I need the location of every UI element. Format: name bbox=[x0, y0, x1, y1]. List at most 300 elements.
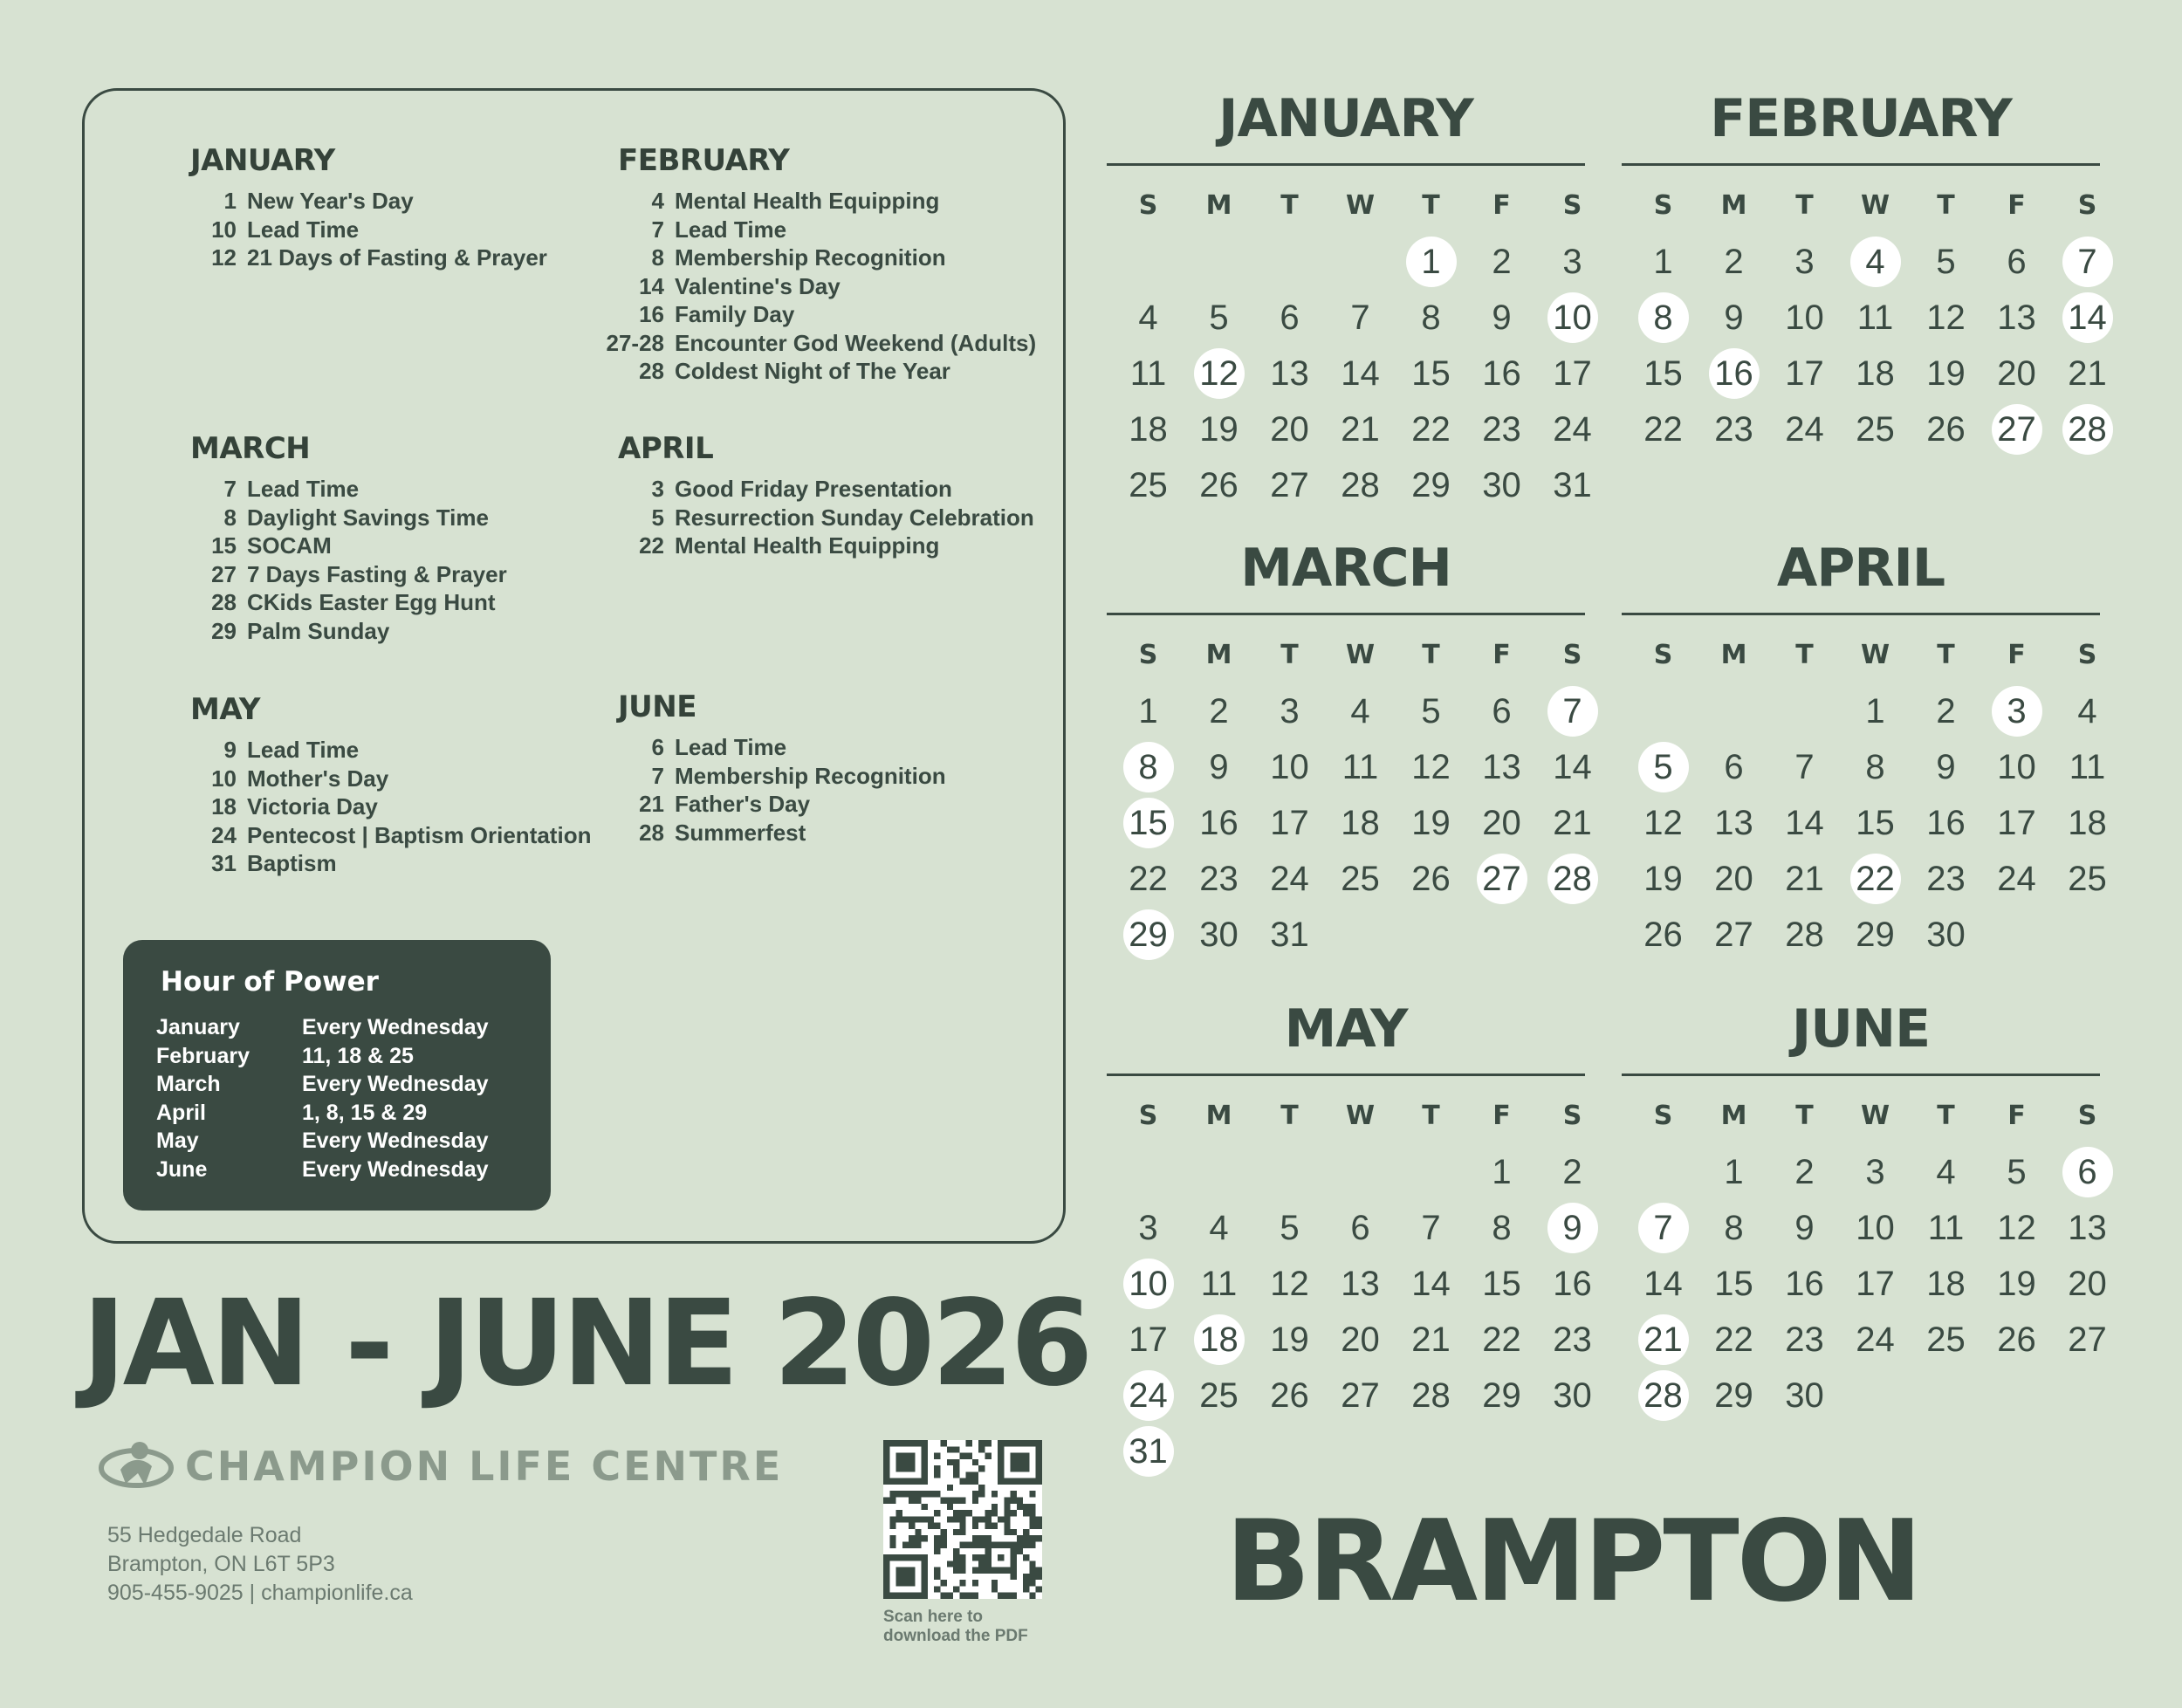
logo-text: CHAMPION LIFE CENTRE bbox=[185, 1443, 784, 1490]
calendar-day-number: 11 bbox=[2069, 747, 2106, 786]
calendar-day-event bbox=[1396, 234, 1466, 290]
calendar-day-number: 23 bbox=[1199, 859, 1239, 898]
weekday-header: S bbox=[1138, 640, 1158, 670]
calendar-day bbox=[1184, 1368, 1254, 1423]
weekday-header: M bbox=[1720, 1101, 1747, 1131]
calendar-day-number: 1 bbox=[1653, 242, 1673, 281]
calendar-day bbox=[1396, 795, 1466, 851]
calendar-day bbox=[1698, 907, 1769, 963]
calendar-day-number: 25 bbox=[1129, 465, 1168, 504]
calendar-march bbox=[1107, 534, 1592, 963]
event-date: 24 bbox=[211, 821, 237, 848]
calendar-day-event bbox=[1113, 907, 1184, 963]
event-name: Palm Sunday bbox=[247, 617, 390, 644]
calendar-day-number: 24 bbox=[1123, 1370, 1174, 1421]
event-date: 28 bbox=[639, 819, 664, 846]
calendar-day bbox=[1254, 401, 1325, 457]
calendar-day bbox=[1840, 1256, 1911, 1312]
calendar-day bbox=[1911, 290, 1981, 346]
calendar-day-number: 21 bbox=[2068, 353, 2107, 393]
calendar-day-number: 14 bbox=[1553, 747, 1592, 786]
calendar-day bbox=[1325, 683, 1396, 739]
calendar-day-number: 12 bbox=[1926, 298, 1966, 337]
calendar-day-number: 22 bbox=[1129, 859, 1168, 898]
event-name: Lead Time bbox=[675, 734, 787, 760]
calendar-day bbox=[1254, 795, 1325, 851]
weekday-header: M bbox=[1720, 190, 1747, 221]
calendar-day bbox=[1981, 1200, 2052, 1256]
event-row bbox=[190, 504, 507, 532]
calendar-day-number: 27 bbox=[1477, 854, 1527, 904]
calendar-day-number: 6 bbox=[1350, 1208, 1370, 1247]
qr-caption-line: download the PDF bbox=[883, 1627, 1028, 1645]
calendar-day-number: 1 bbox=[1138, 691, 1158, 731]
calendar-day-number: 20 bbox=[2068, 1264, 2107, 1303]
calendar-day-number: 3 bbox=[1562, 242, 1582, 281]
calendar-day-number: 9 bbox=[1936, 747, 1956, 786]
calendar-day bbox=[1184, 457, 1254, 513]
calendar-day bbox=[1537, 346, 1608, 401]
weekday-header: F bbox=[2007, 1101, 2026, 1131]
calendar-day bbox=[1981, 1144, 2052, 1200]
calendar-day bbox=[1113, 851, 1184, 907]
weekday-header: M bbox=[1205, 190, 1232, 221]
event-date: 18 bbox=[211, 793, 237, 820]
event-name: Mother's Day bbox=[247, 765, 389, 792]
calendar-day bbox=[1769, 346, 1840, 401]
events-month-title: MAY bbox=[190, 692, 261, 727]
event-row bbox=[190, 792, 591, 821]
events-month-title: APRIL bbox=[618, 431, 714, 466]
calendar-day-number: 7 bbox=[1547, 686, 1598, 737]
calendar-day-number: 14 bbox=[2062, 292, 2113, 343]
calendar-day-number: 3 bbox=[1865, 1152, 1885, 1191]
calendar-grid bbox=[1113, 189, 1592, 513]
calendar-day-number: 11 bbox=[1341, 747, 1379, 786]
events-list bbox=[592, 187, 1036, 386]
calendar-day-number: 29 bbox=[1714, 1375, 1753, 1415]
calendar-day-number: 22 bbox=[1714, 1320, 1753, 1359]
calendar-day-number: 16 bbox=[1926, 803, 1966, 842]
event-row bbox=[592, 244, 1036, 272]
calendar-day bbox=[1698, 1368, 1769, 1423]
event-date: 12 bbox=[211, 244, 237, 271]
event-row bbox=[190, 765, 591, 793]
event-row bbox=[190, 187, 547, 216]
calendar-day bbox=[1325, 290, 1396, 346]
calendar-day-number: 7 bbox=[1794, 747, 1815, 786]
event-date: 16 bbox=[639, 301, 664, 327]
calendar-day-event bbox=[1981, 683, 2052, 739]
calendar-day-number: 28 bbox=[1411, 1375, 1451, 1415]
event-name: Good Friday Presentation bbox=[675, 476, 952, 502]
calendar-empty-cell bbox=[1184, 234, 1254, 290]
event-name: Membership Recognition bbox=[675, 244, 946, 271]
calendar-day-number: 18 bbox=[1129, 409, 1168, 449]
calendar-day-number: 10 bbox=[1997, 747, 2036, 786]
calendar-day-number: 15 bbox=[1123, 798, 1174, 848]
event-name: Valentine's Day bbox=[675, 272, 841, 299]
calendar-day bbox=[1769, 907, 1840, 963]
events-list bbox=[190, 187, 547, 272]
weekday-header: T bbox=[1280, 640, 1299, 670]
calendar-day bbox=[1911, 346, 1981, 401]
calendar-day-number: 8 bbox=[1638, 292, 1689, 343]
event-name: Father's Day bbox=[675, 791, 811, 817]
calendar-day bbox=[1254, 907, 1325, 963]
calendar-day-number: 30 bbox=[1553, 1375, 1592, 1415]
events-list bbox=[190, 736, 591, 878]
calendar-day bbox=[2052, 1200, 2123, 1256]
calendar-day-event bbox=[1698, 346, 1769, 401]
hour-of-power-when: Every Wednesday bbox=[302, 1156, 489, 1182]
calendar-day-number: 12 bbox=[1270, 1264, 1309, 1303]
weekday-header: T bbox=[1422, 640, 1440, 670]
weekday-header: T bbox=[1937, 640, 1955, 670]
event-date: 27 bbox=[211, 560, 237, 587]
events-list bbox=[618, 475, 1034, 560]
calendar-day-number: 4 bbox=[1850, 237, 1901, 287]
calendar-day-number: 19 bbox=[1270, 1320, 1309, 1359]
address-contact: 905-455-9025 | championlife.ca bbox=[107, 1581, 413, 1605]
divider bbox=[1107, 163, 1585, 166]
calendar-day-number: 6 bbox=[1280, 298, 1300, 337]
calendar-february bbox=[1622, 85, 2107, 457]
events-march bbox=[190, 429, 507, 645]
event-date: 14 bbox=[639, 272, 664, 299]
calendar-day bbox=[1254, 1368, 1325, 1423]
calendar-day bbox=[1840, 401, 1911, 457]
calendar-day-number: 12 bbox=[1997, 1208, 2036, 1247]
calendar-day-number: 7 bbox=[1421, 1208, 1441, 1247]
calendar-day-number: 3 bbox=[1992, 686, 2042, 737]
event-name: Victoria Day bbox=[247, 793, 378, 820]
hour-of-power-month: March bbox=[156, 1072, 221, 1096]
calendar-day-number: 16 bbox=[1482, 353, 1521, 393]
weekday-header: T bbox=[1422, 1101, 1440, 1131]
calendar-day-event bbox=[1537, 851, 1608, 907]
calendar-day bbox=[1113, 290, 1184, 346]
calendar-day-number: 15 bbox=[1714, 1264, 1753, 1303]
calendar-day-number: 7 bbox=[1350, 298, 1370, 337]
calendar-day-number: 5 bbox=[1421, 691, 1441, 731]
calendar-day bbox=[1184, 851, 1254, 907]
event-row bbox=[618, 762, 946, 791]
calendar-day-number: 19 bbox=[1199, 409, 1239, 449]
calendar-day bbox=[1466, 795, 1537, 851]
calendar-day bbox=[1698, 851, 1769, 907]
calendar-month-title: MAY bbox=[1284, 998, 1408, 1060]
event-name: Membership Recognition bbox=[675, 762, 946, 789]
calendar-empty-cell bbox=[1396, 1144, 1466, 1200]
calendar-day bbox=[1769, 1312, 1840, 1368]
calendar-day bbox=[1840, 1312, 1911, 1368]
weekday-header: T bbox=[1280, 190, 1299, 221]
calendar-day-event bbox=[1628, 1368, 1698, 1423]
calendar-day-number: 28 bbox=[1638, 1370, 1689, 1421]
calendar-day-number: 23 bbox=[1553, 1320, 1592, 1359]
calendar-empty-cell bbox=[1325, 1144, 1396, 1200]
calendar-day bbox=[1769, 401, 1840, 457]
calendar-day-number: 29 bbox=[1482, 1375, 1521, 1415]
events-april bbox=[618, 429, 1034, 560]
calendar-day-number: 3 bbox=[1138, 1208, 1158, 1247]
event-date: 31 bbox=[211, 850, 237, 876]
calendar-day bbox=[1396, 290, 1466, 346]
calendar-day bbox=[1769, 234, 1840, 290]
weekday-header: S bbox=[2077, 640, 2097, 670]
calendar-day-event bbox=[1840, 851, 1911, 907]
event-row bbox=[190, 475, 507, 504]
hour-of-power-when: Every Wednesday bbox=[302, 1072, 489, 1096]
event-date: 9 bbox=[223, 737, 237, 763]
divider bbox=[1622, 613, 2100, 615]
calendar-day-number: 26 bbox=[1926, 409, 1966, 449]
calendar-day bbox=[1184, 401, 1254, 457]
event-name: SOCAM bbox=[247, 532, 332, 559]
calendar-day-number: 7 bbox=[1638, 1203, 1689, 1253]
calendar-day-number: 19 bbox=[1997, 1264, 2036, 1303]
calendar-day-event bbox=[1628, 1312, 1698, 1368]
calendar-day-number: 22 bbox=[1850, 854, 1901, 904]
divider bbox=[1622, 163, 2100, 166]
calendar-day bbox=[1628, 346, 1698, 401]
calendar-day-event bbox=[1537, 1200, 1608, 1256]
calendar-day-number: 30 bbox=[1926, 915, 1966, 954]
event-row bbox=[190, 244, 547, 272]
event-name: Lead Time bbox=[247, 737, 360, 763]
calendar-day-number: 15 bbox=[1643, 353, 1683, 393]
event-date: 15 bbox=[211, 532, 237, 559]
calendar-day bbox=[1466, 1368, 1537, 1423]
event-date: 28 bbox=[639, 358, 664, 384]
calendar-day-number: 16 bbox=[1199, 803, 1239, 842]
calendar-day-number: 21 bbox=[1785, 859, 1824, 898]
hour-of-power-month: May bbox=[156, 1128, 199, 1153]
calendar-day bbox=[1113, 346, 1184, 401]
calendar-day bbox=[1537, 795, 1608, 851]
hour-of-power-row bbox=[156, 1099, 551, 1128]
events-list bbox=[618, 733, 946, 847]
calendar-day bbox=[1537, 457, 1608, 513]
calendar-grid bbox=[1628, 638, 2107, 963]
weekday-header: F bbox=[2007, 190, 2026, 221]
event-row bbox=[190, 821, 591, 850]
weekday-header: W bbox=[1860, 190, 1890, 221]
calendar-empty-cell bbox=[1769, 683, 1840, 739]
calendar-day bbox=[1537, 401, 1608, 457]
hour-of-power-when: Every Wednesday bbox=[302, 1128, 489, 1153]
calendar-day bbox=[1184, 795, 1254, 851]
calendar-day bbox=[1466, 1256, 1537, 1312]
qr-code[interactable] bbox=[883, 1440, 1042, 1599]
calendar-day-number: 13 bbox=[1997, 298, 2036, 337]
weekday-header: W bbox=[1860, 640, 1890, 670]
event-row bbox=[592, 272, 1036, 301]
calendar-day bbox=[1396, 1200, 1466, 1256]
event-name: CKids Easter Egg Hunt bbox=[247, 589, 496, 615]
calendar-day bbox=[1396, 683, 1466, 739]
calendar-day bbox=[2052, 851, 2123, 907]
calendar-day bbox=[1325, 1200, 1396, 1256]
event-row bbox=[618, 504, 1034, 532]
calendar-day bbox=[1911, 739, 1981, 795]
weekday-header: T bbox=[1937, 1101, 1955, 1131]
calendar-day bbox=[1325, 1256, 1396, 1312]
calendar-empty-cell bbox=[1698, 683, 1769, 739]
calendar-day-number: 27 bbox=[1992, 404, 2042, 455]
calendar-month-title: JANUARY bbox=[1218, 88, 1473, 149]
calendar-day-number: 5 bbox=[1936, 242, 1956, 281]
calendar-day-number: 28 bbox=[1341, 465, 1380, 504]
calendar-day-number: 24 bbox=[1997, 859, 2036, 898]
calendar-day-number: 19 bbox=[1926, 353, 1966, 393]
hour-of-power-row bbox=[156, 1070, 551, 1099]
calendar-day bbox=[1537, 234, 1608, 290]
event-row bbox=[190, 216, 547, 244]
event-name: Encounter God Weekend (Adults) bbox=[675, 329, 1037, 356]
calendar-day-number: 23 bbox=[1714, 409, 1753, 449]
calendar-day bbox=[1254, 290, 1325, 346]
calendar-grid bbox=[1628, 1099, 2107, 1423]
calendar-day-number: 4 bbox=[1138, 298, 1158, 337]
calendar-day bbox=[1396, 401, 1466, 457]
calendar-day-number: 18 bbox=[1194, 1314, 1245, 1365]
calendar-day bbox=[1698, 1256, 1769, 1312]
calendar-day-number: 13 bbox=[1714, 803, 1753, 842]
calendar-day-number: 17 bbox=[1270, 803, 1309, 842]
calendar-day bbox=[1325, 795, 1396, 851]
calendar-day-number: 27 bbox=[1341, 1375, 1380, 1415]
calendar-day bbox=[1981, 795, 2052, 851]
calendar-day-number: 12 bbox=[1643, 803, 1683, 842]
calendar-day-number: 20 bbox=[1997, 353, 2036, 393]
calendar-day-number: 12 bbox=[1411, 747, 1451, 786]
event-name: Baptism bbox=[247, 850, 337, 876]
calendar-day-number: 16 bbox=[1709, 348, 1760, 399]
calendar-day-number: 7 bbox=[2062, 237, 2113, 287]
calendar-day-number: 26 bbox=[1199, 465, 1239, 504]
calendar-day bbox=[1325, 851, 1396, 907]
event-row bbox=[618, 475, 1034, 504]
calendar-day-number: 30 bbox=[1199, 915, 1239, 954]
calendar-day bbox=[1698, 1200, 1769, 1256]
calendar-day bbox=[1840, 739, 1911, 795]
calendar-day bbox=[1113, 1312, 1184, 1368]
event-row bbox=[190, 588, 507, 617]
address bbox=[107, 1521, 413, 1608]
calendar-day bbox=[1769, 1200, 1840, 1256]
calendar-day bbox=[1537, 1256, 1608, 1312]
event-date: 8 bbox=[651, 244, 664, 271]
calendar-day-number: 6 bbox=[2007, 242, 2027, 281]
event-date: 4 bbox=[651, 188, 664, 214]
calendar-day-number: 15 bbox=[1482, 1264, 1521, 1303]
calendar-empty-cell bbox=[1113, 1144, 1184, 1200]
event-date: 5 bbox=[651, 504, 664, 531]
calendar-day bbox=[2052, 1256, 2123, 1312]
calendar-day bbox=[1769, 851, 1840, 907]
calendar-day-number: 19 bbox=[1411, 803, 1451, 842]
calendar-day bbox=[1325, 401, 1396, 457]
calendar-day bbox=[1325, 1312, 1396, 1368]
calendar-day-number: 10 bbox=[1856, 1208, 1895, 1247]
event-name: Coldest Night of The Year bbox=[675, 358, 950, 384]
calendar-day bbox=[1698, 234, 1769, 290]
calendar-day-number: 24 bbox=[1553, 409, 1592, 449]
calendar-day bbox=[1466, 1200, 1537, 1256]
calendar-day-number: 11 bbox=[1129, 353, 1167, 393]
calendar-day-number: 18 bbox=[2068, 803, 2107, 842]
event-name: Mental Health Equipping bbox=[675, 188, 940, 214]
weekday-header: S bbox=[1562, 1101, 1582, 1131]
event-name: 7 Days Fasting & Prayer bbox=[247, 560, 507, 587]
calendar-day-number: 30 bbox=[1482, 465, 1521, 504]
calendar-day-number: 23 bbox=[1785, 1320, 1824, 1359]
calendar-day bbox=[2052, 795, 2123, 851]
calendar-day bbox=[1466, 457, 1537, 513]
calendar-day bbox=[1184, 739, 1254, 795]
calendar-day bbox=[1254, 457, 1325, 513]
calendar-day-number: 9 bbox=[1724, 298, 1744, 337]
calendar-day-number: 25 bbox=[2068, 859, 2107, 898]
event-date: 22 bbox=[639, 532, 664, 559]
calendar-day-number: 31 bbox=[1270, 915, 1309, 954]
events-list bbox=[190, 475, 507, 645]
calendar-day-number: 8 bbox=[1421, 298, 1441, 337]
event-date: 7 bbox=[223, 476, 237, 502]
calendar-day bbox=[1840, 1200, 1911, 1256]
calendar-day-number: 18 bbox=[1341, 803, 1380, 842]
weekday-header: T bbox=[1795, 190, 1814, 221]
calendar-day-number: 22 bbox=[1643, 409, 1683, 449]
calendar-day-number: 27 bbox=[1270, 465, 1309, 504]
calendar-day-event bbox=[1113, 1256, 1184, 1312]
calendar-day-number: 10 bbox=[1270, 747, 1309, 786]
logo bbox=[94, 1431, 783, 1501]
event-date: 6 bbox=[651, 734, 664, 760]
calendar-day bbox=[1981, 1312, 2052, 1368]
event-row bbox=[618, 790, 946, 819]
event-row bbox=[618, 819, 946, 847]
calendar-day bbox=[1981, 290, 2052, 346]
hour-of-power-month: April bbox=[156, 1100, 206, 1125]
calendar-day bbox=[1537, 739, 1608, 795]
calendar-day bbox=[1981, 234, 2052, 290]
event-date: 3 bbox=[651, 476, 664, 502]
calendar-day-event bbox=[1113, 1423, 1184, 1479]
weekday-header: S bbox=[1138, 1101, 1158, 1131]
calendar-day-number: 31 bbox=[1553, 465, 1592, 504]
calendar-day-event bbox=[2052, 401, 2123, 457]
calendar-day bbox=[1537, 1368, 1608, 1423]
calendar-june bbox=[1622, 995, 2107, 1423]
calendar-day-event bbox=[1113, 1368, 1184, 1423]
calendar-empty-cell bbox=[1628, 1144, 1698, 1200]
calendar-day bbox=[1184, 683, 1254, 739]
calendar-day bbox=[1698, 739, 1769, 795]
calendar-day bbox=[1184, 290, 1254, 346]
event-name: Mental Health Equipping bbox=[675, 532, 940, 559]
calendar-day-number: 14 bbox=[1785, 803, 1824, 842]
calendar-day bbox=[1911, 1312, 1981, 1368]
event-date: 21 bbox=[639, 791, 664, 817]
calendar-day-number: 25 bbox=[1926, 1320, 1966, 1359]
weekday-header: S bbox=[1562, 640, 1582, 670]
calendar-day bbox=[1981, 851, 2052, 907]
weekday-header: T bbox=[1937, 190, 1955, 221]
calendar-day-number: 3 bbox=[1280, 691, 1300, 731]
